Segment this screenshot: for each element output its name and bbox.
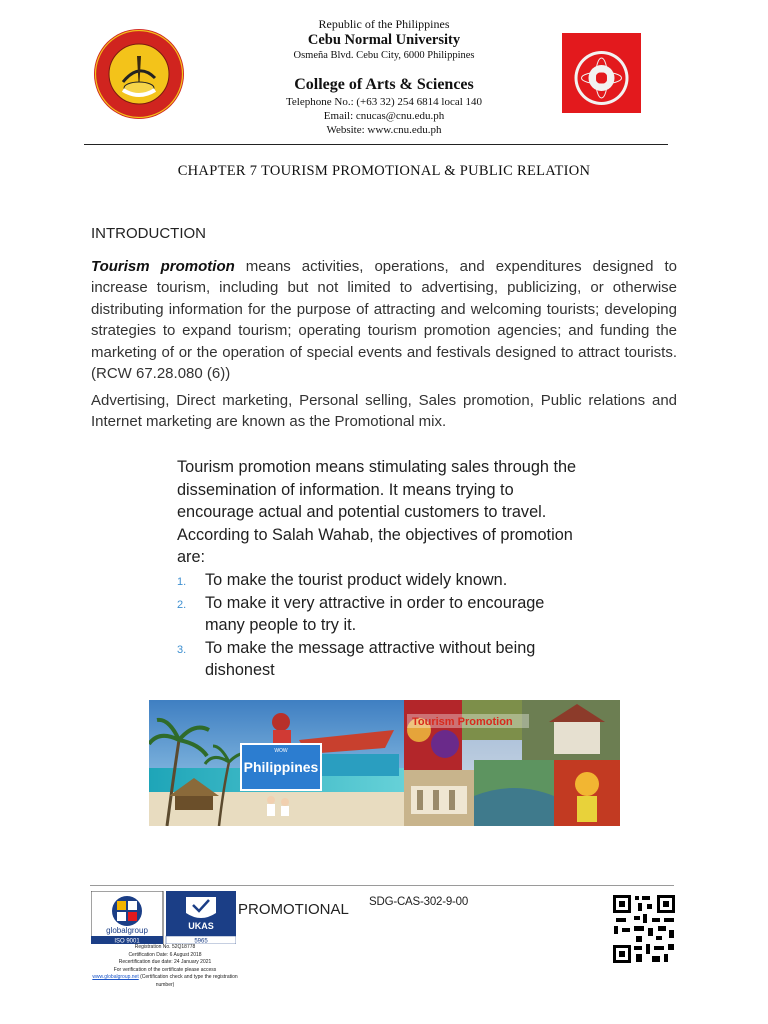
introduction-paragraph-text: means activities, operations, and expenditures designed to increase tourism, including but not limited to advertising, publicizing, or otherwise distributing information for the purpose of attracting and welcoming tourists; developing strategies to expand tourism; operating tourism promotion agencies; and funding the marketing of or the operation of special events and festivals designed to attract tourists. (RCW 67.28.080 (6)) xyxy=(91,258,677,383)
telephone-line: Telephone No.: (+63 32) 254 6814 local 140 xyxy=(285,96,483,108)
footer-label: PROMOTIONAL xyxy=(238,901,349,918)
chapter-title: CHAPTER 7 TOURISM PROMOTIONAL & PUBLIC RELATION xyxy=(177,163,591,179)
ukas-number: 5965 xyxy=(194,938,208,944)
letterhead xyxy=(200,14,568,137)
certificate-details xyxy=(90,944,240,989)
objective-item xyxy=(177,569,577,592)
ukas-label: UKAS xyxy=(188,921,214,931)
introduction-paragraph xyxy=(91,256,677,384)
objective-item xyxy=(177,592,577,637)
tourism-promotion-term: Tourism promotion xyxy=(91,258,235,275)
university-seal-logo xyxy=(93,28,185,120)
tourism-promotion-banner: Tourism Promotion xyxy=(412,716,513,728)
certificate-instructions: (Certification check and type the registration number) xyxy=(138,974,238,988)
objective-text: To make it very attractive in order to encourage many people to try it. xyxy=(205,593,545,635)
college-seal-logo xyxy=(562,33,641,113)
certificate-line: For verification of the certificate please access xyxy=(113,966,217,973)
tourism-collage-image xyxy=(149,700,620,826)
promotional-mix-paragraph: Advertising, Direct marketing, Personal selling, Sales promotion, Public relations and Internet marketing are known as the Promotional mix. xyxy=(91,392,677,431)
objective-number: 3. xyxy=(177,643,187,656)
email-line: Email: cnucas@cnu.edu.ph xyxy=(323,110,445,122)
svg-text:WOW: WOW xyxy=(274,748,288,754)
objective-text: To make the tourist product widely known. xyxy=(205,570,508,589)
qr-code-icon xyxy=(612,894,676,964)
college-name: College of Arts & Sciences xyxy=(294,76,474,93)
objectives-list xyxy=(177,569,577,682)
certificate-line: Recertification due date: 24 January 2021 xyxy=(118,959,212,965)
certificate-link[interactable]: www.globalgroup.net xyxy=(92,974,139,980)
objectives-lead: Tourism promotion means stimulating sales through the dissemination of information. It means trying to encourage actual and potential customers to travel. According to Salah Wahab, the objectives of promotion are: xyxy=(177,458,577,567)
university-address: Osmeña Blvd. Cebu City, 6000 Philippines xyxy=(293,50,475,61)
objective-number: 1. xyxy=(177,575,187,588)
promotion-objectives-block xyxy=(177,456,577,682)
university-name: Cebu Normal University xyxy=(307,32,461,48)
footer-divider xyxy=(90,885,674,886)
document-code: SDG-CAS-302-9-00 xyxy=(369,896,469,908)
republic-line: Republic of the Philippines xyxy=(318,17,450,31)
globalgroup-label: globalgroup xyxy=(106,926,148,935)
objective-text: To make the message attractive without being dishonest xyxy=(205,638,536,680)
iso-label: ISO 9001 xyxy=(114,938,140,944)
philippines-card-label: Philippines xyxy=(243,759,319,775)
certificate-line: Certification Date: 6 August 2018 xyxy=(128,951,202,958)
letterhead-divider xyxy=(84,144,668,145)
website-line: Website: www.cnu.edu.ph xyxy=(326,124,442,136)
objective-item xyxy=(177,637,577,682)
objective-number: 2. xyxy=(177,598,187,611)
certification-logos xyxy=(91,891,236,944)
introduction-heading: INTRODUCTION xyxy=(91,225,206,242)
certificate-line: Registration No. 52Q18778 xyxy=(134,944,196,950)
